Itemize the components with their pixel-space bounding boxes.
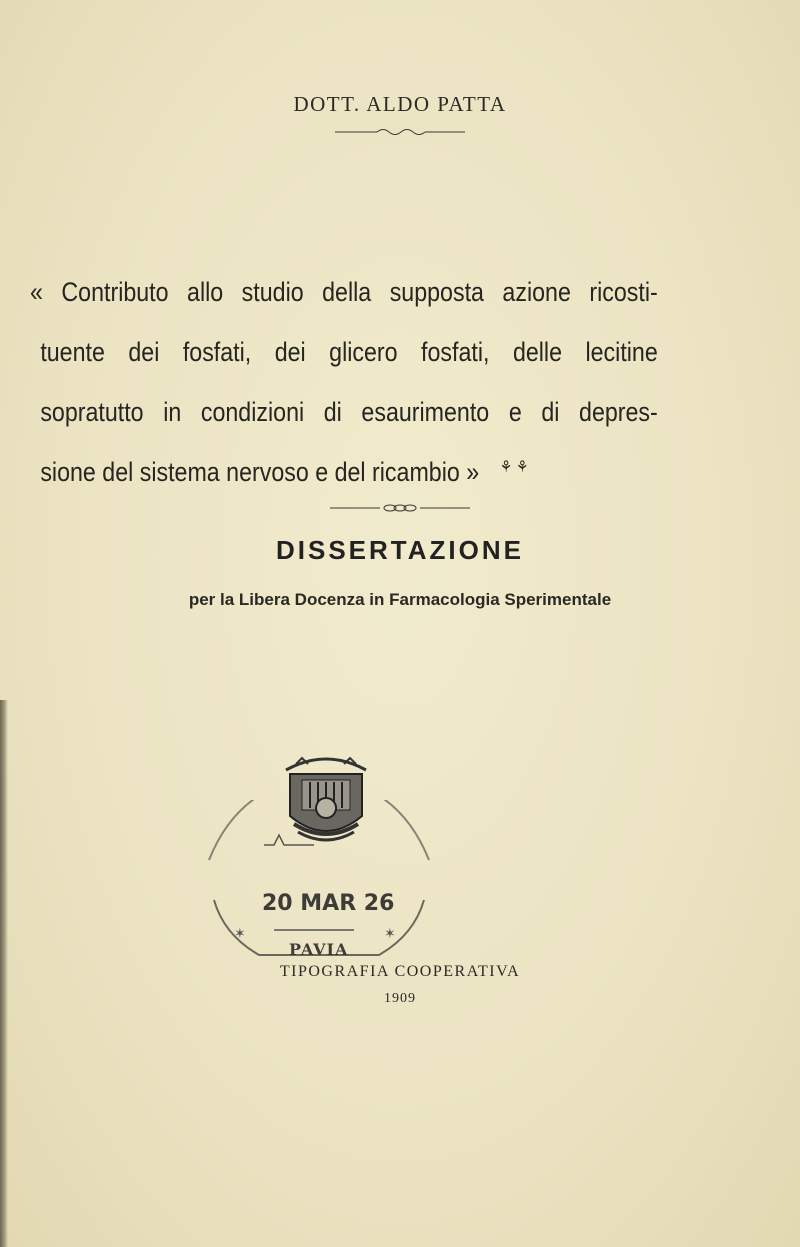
author-name: DOTT. ALDO PATTA [293,92,507,116]
section-ornament-rule [0,500,800,518]
publication-year: 1909 [384,991,416,1006]
stamp-city: PAVIA [289,940,349,959]
dissertation-heading: DISSERTAZIONE [276,535,524,565]
printer-name: TIPOGRAFIA COOPERATIVA [279,963,521,980]
stamp-date: 20 MAR 26 [262,891,395,916]
title-line: tuente dei fosfati, dei glicero fosfati, delle lecitine [40,337,658,367]
dissertation-title [30,266,658,506]
svg-text:✶: ✶ [384,926,396,942]
dissertation-subtitle: per la Libera Docenza in Farmacologia Sperimentale [188,590,612,609]
title-line: sione del sistema nervoso e del ricambio » ⚘ ⚘ [30,446,668,506]
svg-text:✶: ✶ [234,926,246,942]
fleuron-icon: ⚘ ⚘ [499,459,529,476]
header-ornament-rule [0,124,800,142]
title-line: sopratutto in condizioni di esaurimento e di depres- [40,397,658,427]
title-line: « Contributo allo studio della supposta azione ricosti- [30,277,658,307]
library-stamp [204,800,434,965]
